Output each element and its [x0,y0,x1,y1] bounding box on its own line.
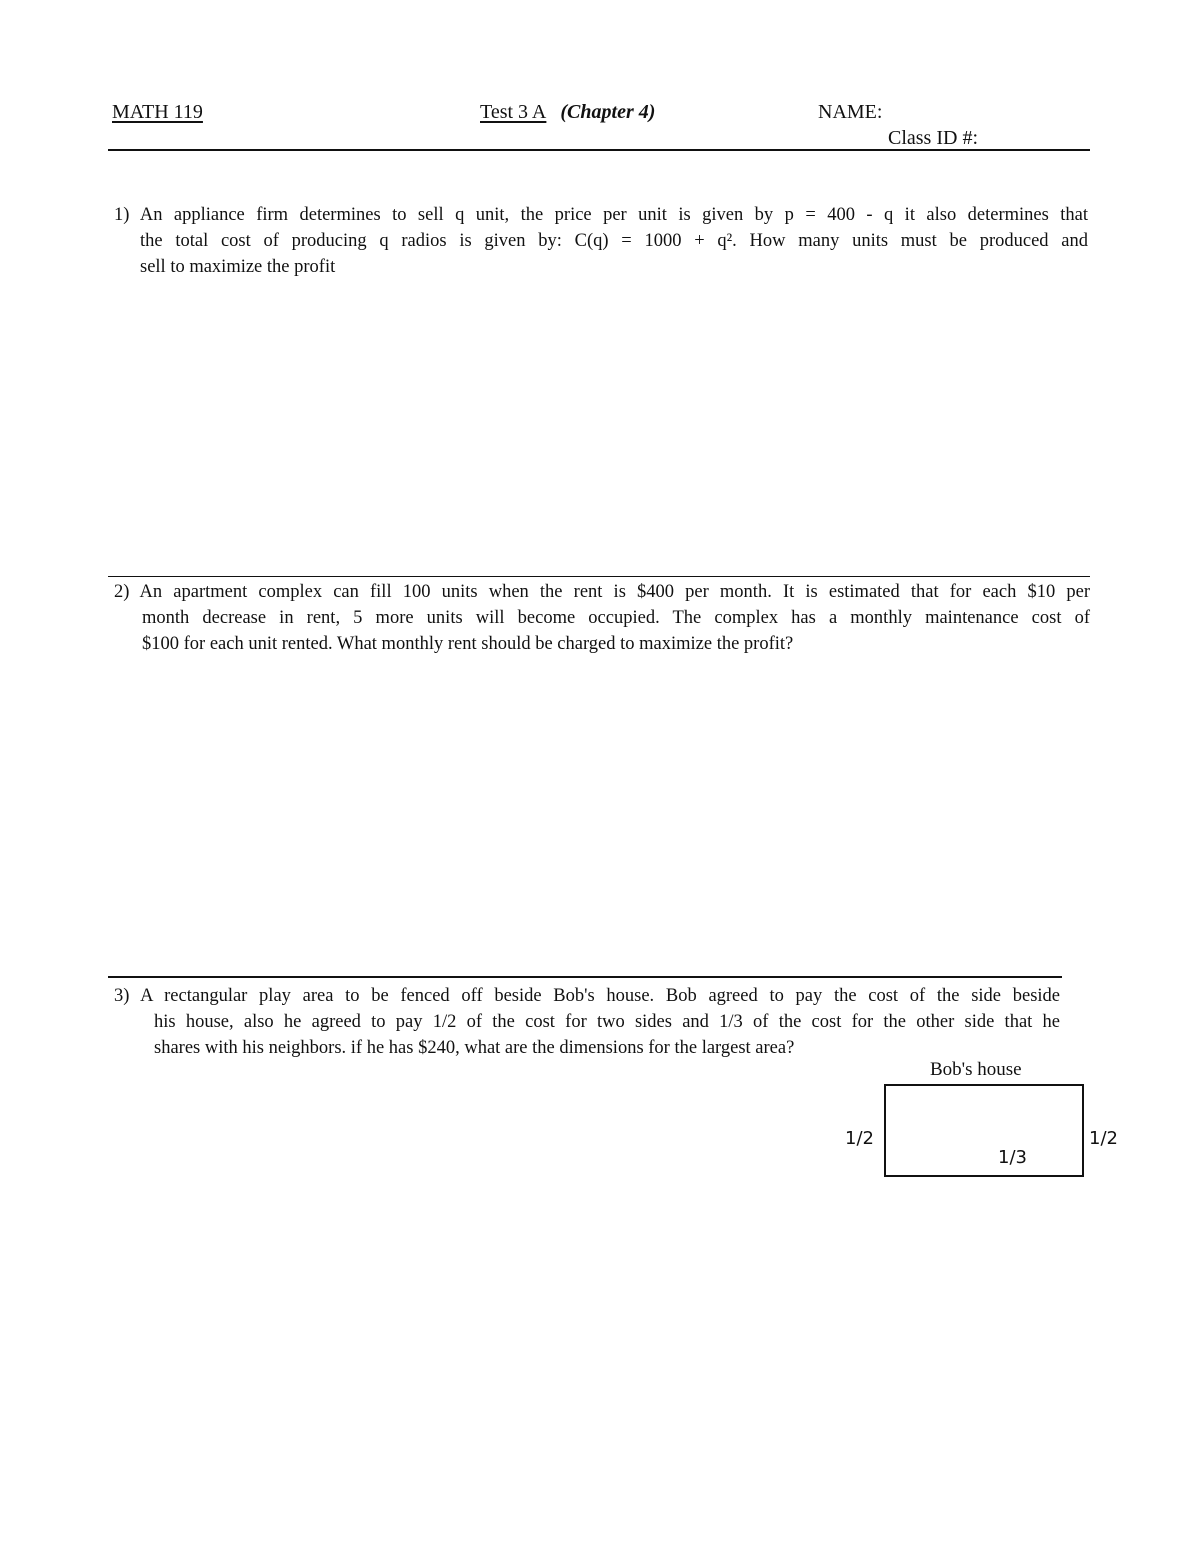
problem-2-line-2: month decrease in rent, 5 more units will become occupied. The complex has a monthly maintenance cost of [142,608,1090,628]
problem-2-line-1: 2) An apartment complex can fill 100 units when the rent is $400 per month. It is estimated that for each $10 per [114,582,1090,602]
class-id-label: Class ID #: [888,127,978,149]
problem-1-line-1: 1) An appliance firm determines to sell q unit, the price per unit is given by p = 400 - q it also determines that [114,205,1088,225]
figure-house-label: Bob's house [930,1059,1022,1080]
problem-2-line-3: $100 for each unit rented. What monthly rent should be charged to maximize the profit? [142,634,794,654]
problem-3-line-2: his house, also he agreed to pay 1/2 of the cost for two sides and 1/3 of the cost for the other side that he [154,1012,1060,1032]
divider-1 [108,576,1090,577]
problem-1-line-3: sell to maximize the profit [140,257,336,277]
chapter-label: (Chapter 4) [560,101,656,123]
test-label: Test 3 A [480,101,547,123]
problem-1 [114,202,1088,280]
figure-left-label: 1/2 [845,1128,874,1149]
divider-2 [108,976,1062,978]
play-area-rectangle [884,1084,1084,1177]
problem-2 [114,579,1090,657]
problem-3 [114,983,1060,1061]
header-rule [108,149,1090,151]
figure-bottom-label: 1/3 [998,1147,1027,1168]
problem-1-line-2: the total cost of producing q radios is given by: C(q) = 1000 + q². How many units must be produced and [140,231,1088,251]
name-label: NAME: [818,101,883,123]
test-title [480,100,655,124]
problem-3-line-3: shares with his neighbors. if he has $240, what are the dimensions for the largest area? [154,1038,795,1058]
figure-right-label: 1/2 [1089,1128,1118,1149]
course-title: MATH 119 [112,101,203,123]
problem-3-line-1: 3) A rectangular play area to be fenced off beside Bob's house. Bob agreed to pay the cost of the side beside [114,986,1060,1006]
